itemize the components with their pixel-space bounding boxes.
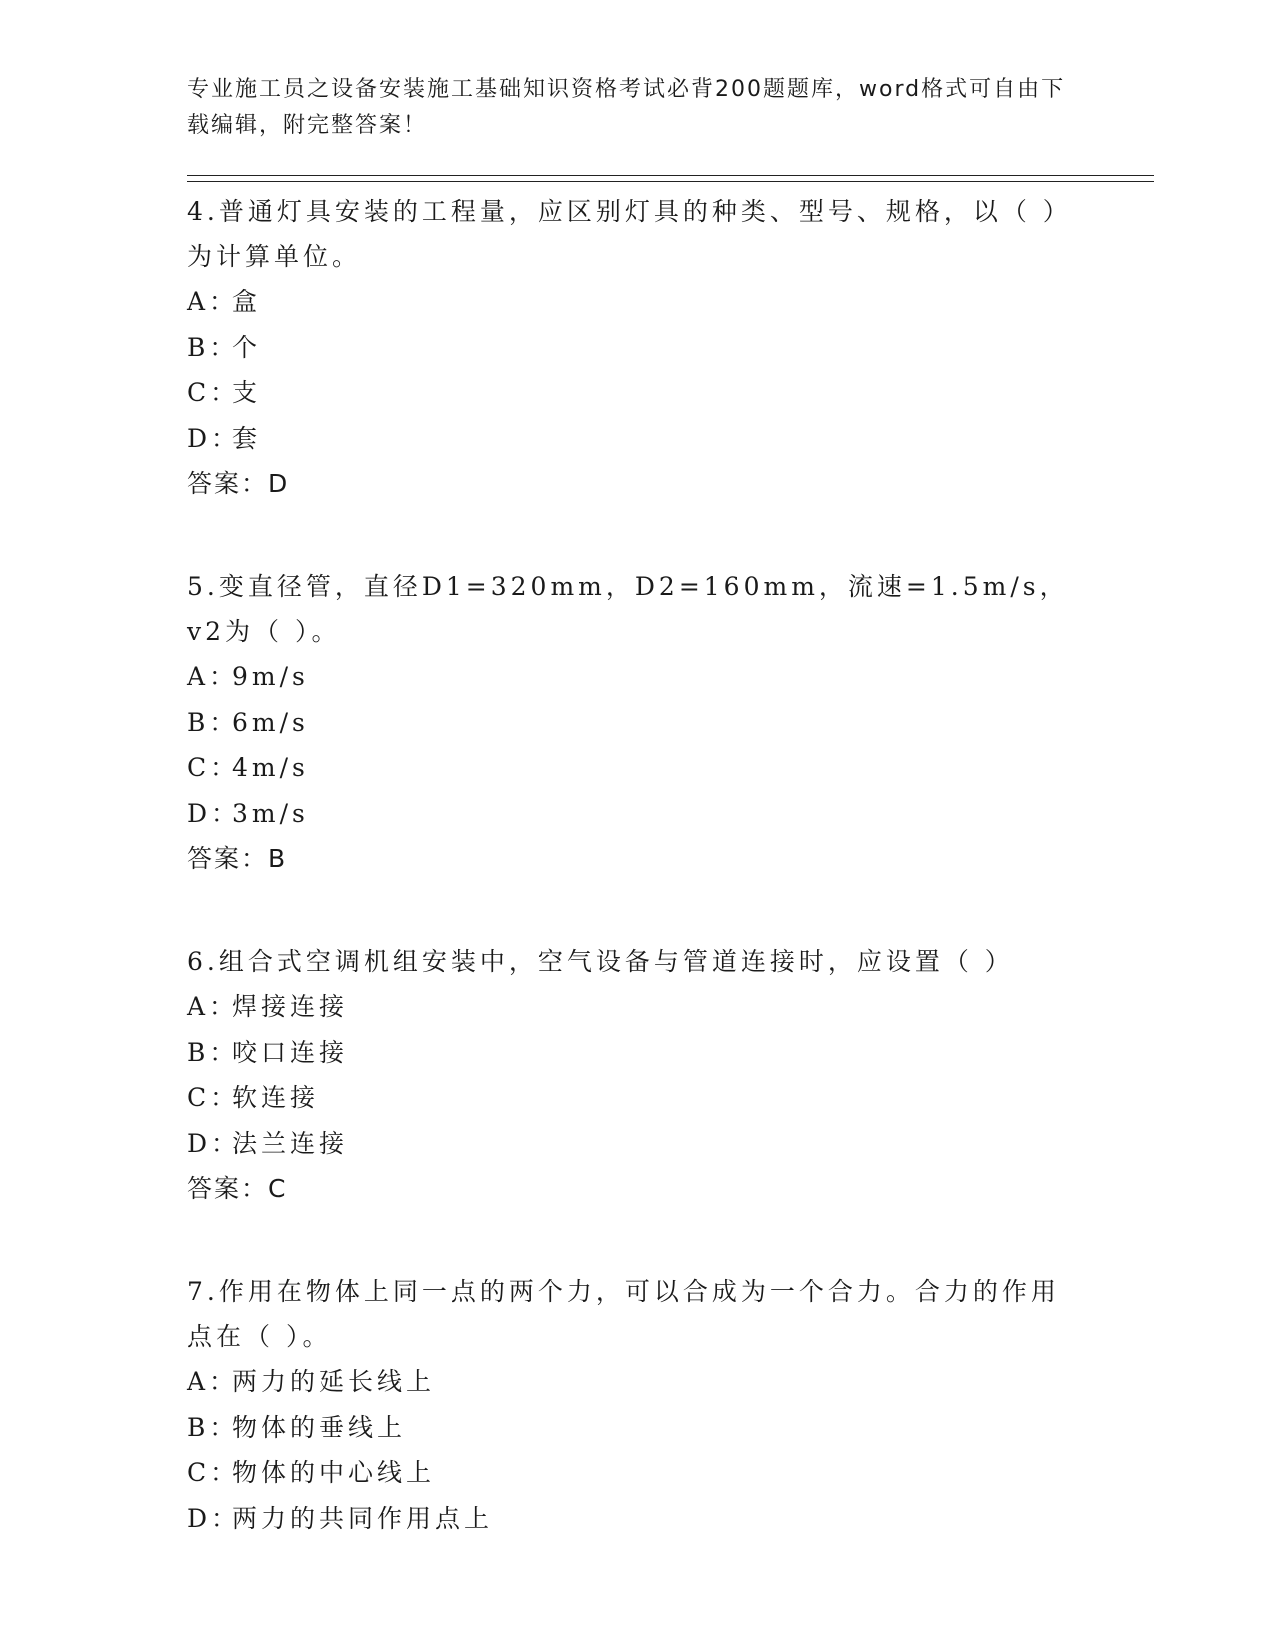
option-letter: B： xyxy=(187,1412,239,1442)
option-b xyxy=(187,325,1087,371)
document-header xyxy=(187,72,1087,144)
option-text: 两力的延长线上 xyxy=(232,1367,436,1396)
option-text: 两力的共同作用点上 xyxy=(232,1503,494,1533)
option-letter: A： xyxy=(187,662,239,691)
question-stem: 6.组合式空调机组安装中，空气设备与管道连接时，应设置（ ） xyxy=(187,947,1014,976)
option-d xyxy=(187,791,1087,837)
option-letter: D： xyxy=(187,423,241,453)
option-text: 焊接连接 xyxy=(232,992,349,1021)
option-a xyxy=(187,1359,1087,1405)
option-text: 盒 xyxy=(232,287,262,316)
option-a xyxy=(187,279,1087,325)
option-text: 支 xyxy=(232,378,262,407)
question-6 xyxy=(187,939,1087,1211)
option-letter: B： xyxy=(187,707,239,737)
option-text: 6m/s xyxy=(232,707,309,737)
option-letter: D： xyxy=(187,798,241,828)
answer-line: 答案：D xyxy=(187,469,290,498)
option-d xyxy=(187,416,1087,462)
question-stem: 5.变直径管，直径D1=320mm，D2=160mm，流速=1.5m/s，v2为（ ）。 xyxy=(187,572,1069,646)
option-text: 咬口连接 xyxy=(232,1037,349,1067)
question-stem: 7.作用在物体上同一点的两个力，可以合成为一个合力。合力的作用点在（ ）。 xyxy=(187,1277,1060,1351)
option-c xyxy=(187,1450,1087,1496)
option-text: 套 xyxy=(232,423,262,453)
option-text: 软连接 xyxy=(232,1083,320,1112)
option-d xyxy=(187,1121,1087,1167)
question-list xyxy=(187,189,1087,1541)
question-spacer xyxy=(187,881,1087,939)
option-b xyxy=(187,1030,1087,1076)
answer-line: 答案：C xyxy=(187,1174,288,1203)
option-letter: B： xyxy=(187,332,239,362)
option-text: 3m/s xyxy=(232,798,309,828)
option-text: 物体的垂线上 xyxy=(232,1412,407,1442)
option-letter: A： xyxy=(187,992,239,1021)
option-c xyxy=(187,745,1087,791)
option-a xyxy=(187,654,1087,700)
option-text: 4m/s xyxy=(232,753,309,782)
option-text: 9m/s xyxy=(232,662,309,691)
option-text: 法兰连接 xyxy=(232,1128,349,1158)
option-c xyxy=(187,370,1087,416)
question-spacer xyxy=(187,1211,1087,1269)
option-letter: A： xyxy=(187,287,239,316)
option-text: 个 xyxy=(232,332,262,362)
option-letter: D： xyxy=(187,1128,241,1158)
option-c xyxy=(187,1075,1087,1121)
option-b xyxy=(187,1405,1087,1451)
question-5 xyxy=(187,564,1087,881)
option-letter: C： xyxy=(187,378,240,407)
option-b xyxy=(187,700,1087,746)
question-stem: 4.普通灯具安装的工程量，应区别灯具的种类、型号、规格，以（ ）为计算单位。 xyxy=(187,197,1072,271)
header-title: 专业施工员之设备安装施工基础知识资格考试必背200题题库，word格式可自由下载编辑，附完整答案！ xyxy=(187,77,1066,138)
header-divider-bottom xyxy=(187,181,1154,182)
option-letter: B： xyxy=(187,1037,239,1067)
option-letter: C： xyxy=(187,753,240,782)
option-d xyxy=(187,1496,1087,1542)
option-letter: A： xyxy=(187,1367,239,1396)
question-7 xyxy=(187,1269,1087,1541)
question-4 xyxy=(187,189,1087,506)
option-letter: D： xyxy=(187,1503,241,1533)
option-a xyxy=(187,984,1087,1030)
option-letter: C： xyxy=(187,1458,240,1487)
answer-line: 答案：B xyxy=(187,844,288,873)
option-letter: C： xyxy=(187,1083,240,1112)
option-text: 物体的中心线上 xyxy=(232,1458,436,1487)
header-divider-top xyxy=(187,175,1154,176)
question-spacer xyxy=(187,506,1087,564)
